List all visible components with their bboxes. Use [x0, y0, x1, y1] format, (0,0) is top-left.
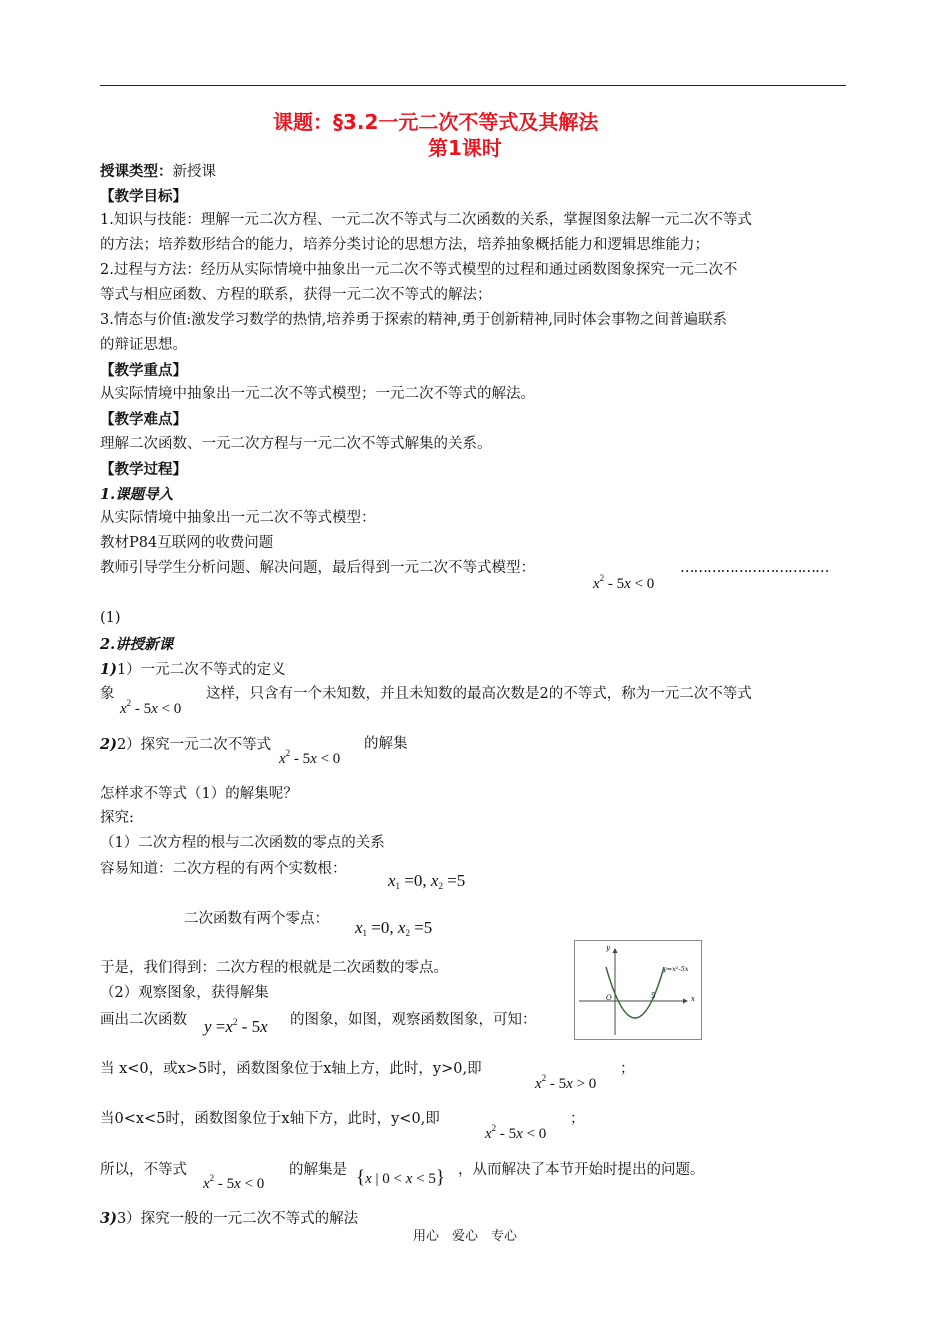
lesson-type-label: 授课类型：	[100, 163, 173, 180]
goals-heading: 【教学目标】	[100, 188, 187, 205]
difficult-text: 理解二次函数、一元二次方程与一元二次不等式解集的关系。	[100, 436, 492, 452]
subsection-2-suffix: 的解集	[364, 736, 408, 752]
conclusion-suffix: ，从而解决了本节开始时提出的问题。	[458, 1162, 705, 1178]
page-footer: 用心 爱心 专心	[413, 1229, 518, 1244]
case-above: 当 x<0，或x>5时，函数图象位于x轴上方，此时，y>0,即	[100, 1061, 482, 1077]
definition-prefix: 象	[100, 686, 115, 702]
roots-text: 容易知道：二次方程的有两个实数根：	[100, 861, 347, 877]
goals-line-4: 等式与相应函数、方程的联系，获得一元二次不等式的解法；	[100, 287, 492, 303]
y-axis-label: y	[606, 944, 610, 952]
curve-label: y=x²-5x	[663, 965, 689, 973]
goals-line-1: 1.知识与技能：理解一元二次方程、一元二次不等式与二次函数的关系，掌握图象法解一元二次不等式	[100, 212, 752, 228]
zeros-formula: $x_1 =0$, $x_2 =5$	[355, 918, 433, 938]
definition-text: 这样，只含有一个未知数，并且未知数的最高次数是2的不等式，称为一元二次不等式	[206, 686, 752, 702]
x-axis-arrow	[683, 999, 688, 1004]
conclusion-prefix: 所以，不等式	[100, 1162, 187, 1178]
section-2-title: 2.讲授新课	[100, 636, 174, 653]
equation-number: (1)	[100, 610, 121, 626]
parabola-graph	[574, 940, 702, 1040]
goals-line-5: 3.情态与价值:激发学习数学的热情,培养勇于探索的精神,勇于创新精神,同时体会事物之间普遍联系	[100, 312, 728, 328]
explore-label: 探究:	[100, 810, 134, 826]
lesson-type	[100, 163, 216, 181]
draw-prefix: 画出二次函数	[100, 1012, 187, 1028]
dot-leader: ……………………………	[680, 560, 829, 576]
goals-line-6: 的辩证思想。	[100, 337, 187, 353]
section-1-line-2: 教材P84互联网的收费问题	[100, 535, 274, 551]
lesson-type-value: 新授课	[172, 164, 216, 180]
inequality-definition: $x^2 - 5x < 0$	[120, 698, 182, 717]
inequality-negative: $x^2 - 5x < 0$	[485, 1123, 547, 1142]
conclusion-roots: 于是，我们得到：二次方程的根就是二次函数的零点。	[100, 960, 448, 976]
key-text: 从实际情境中抽象出一元二次不等式模型；一元二次不等式的解法。	[100, 386, 535, 402]
lesson-title: 课题：§3.2一元二次不等式及其解法	[273, 110, 599, 134]
key-heading: 【教学重点】	[100, 362, 187, 379]
conclusion-middle: 的解集是	[289, 1162, 347, 1178]
inequality-explore: $x^2 - 5x < 0$	[279, 748, 341, 767]
header-rule	[100, 85, 846, 86]
semicolon-1: ；	[620, 1061, 635, 1077]
part-1-title: （1）二次方程的根与二次函数的零点的关系	[100, 835, 385, 851]
subsection-1-number: 1)	[100, 661, 117, 678]
subsection-3-title	[100, 1210, 358, 1228]
solution-set: {x | 0 < x < 5}	[356, 1167, 446, 1188]
roots-formula: $x_1 =0$, $x_2 =5$	[388, 871, 466, 891]
zeros-text: 二次函数有两个零点：	[184, 911, 329, 927]
origin-label: O	[606, 994, 612, 1002]
y-axis-arrow	[613, 948, 618, 953]
inequality-conclusion: $x^2 - 5x < 0$	[203, 1173, 265, 1192]
inequality-model: $x^2 - 5x < 0$	[593, 573, 655, 592]
parabola-svg	[575, 941, 701, 1039]
goals-line-2: 的方法；培养数形结合的能力，培养分类讨论的思想方法，培养抽象概括能力和逻辑思维能力；	[100, 237, 709, 253]
subsection-2-text: 2）探究一元二次不等式	[116, 737, 272, 753]
goals-line-3: 2.过程与方法：经历从实际情境中抽象出一元二次不等式模型的过程和通过函数图象探究一元二次不	[100, 262, 738, 278]
subsection-1-text: 1）一元二次不等式的定义	[116, 662, 286, 678]
part-2-title: （2）观察图象，获得解集	[100, 985, 269, 1001]
section-1-line-3: 教师引导学生分析问题、解决问题，最后得到一元二次不等式模型：	[100, 560, 535, 576]
subsection-3-number: 3)	[100, 1210, 117, 1227]
section-1-line-1: 从实际情境中抽象出一元二次不等式模型：	[100, 510, 376, 526]
section-1-title: 1.课题导入	[100, 486, 174, 503]
subsection-1-title	[100, 661, 286, 679]
subsection-2-title	[100, 736, 271, 754]
question: 怎样求不等式（1）的解集呢？	[100, 786, 298, 802]
inequality-positive: $x^2 - 5x > 0$	[535, 1073, 597, 1092]
case-below: 当0<x<5时，函数图象位于x轴下方，此时，y<0,即	[100, 1111, 440, 1127]
lesson-subtitle: 第1课时	[428, 136, 502, 160]
subsection-2-number: 2)	[100, 736, 117, 753]
x-axis-label: x	[691, 995, 695, 1003]
semicolon-2: ；	[570, 1111, 585, 1127]
draw-suffix: 的图象，如图，观察函数图象，可知：	[290, 1012, 537, 1028]
subsection-3-text: 3）探究一般的一元二次不等式的解法	[116, 1211, 359, 1227]
tick-five-label: 5	[651, 992, 656, 1000]
function-formula: $y =x^2 - 5x$	[204, 1017, 268, 1036]
process-heading: 【教学过程】	[100, 461, 187, 478]
difficult-heading: 【教学难点】	[100, 411, 187, 428]
